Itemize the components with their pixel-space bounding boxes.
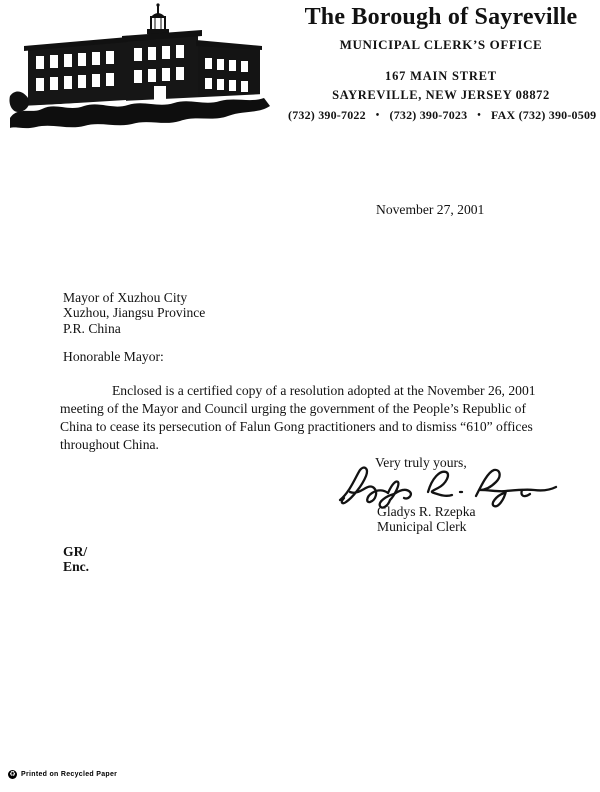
letterhead [288,4,597,123]
reference-block [63,544,89,575]
borough-hall-illustration [8,2,276,132]
recycled-paper-note: Printed on Recycled Paper [21,771,118,778]
borough-hall-building-icon [8,2,276,132]
recipient-line: Xuzhou, Jiangsu Province [63,305,206,321]
recycle-icon: ♻ [9,770,16,778]
reference-initials: GR/ [63,544,88,559]
letter-body-paragraph: Enclosed is a certified copy of a resolution adopted at the November 26, 2001 meeting of the Mayor and Council urging the government of the People’s Republic of China to cease its persecution of Falun Gong practitioners and to dismiss “610” offices throughout China. [60,383,536,452]
bullet-separator: • [477,110,481,121]
recipient-line: P.R. China [63,320,121,336]
phone-fax-line [288,108,597,123]
signer-title: Municipal Clerk [377,519,467,534]
city-state-zip: SAYREVILLE, NEW JERSEY 08872 [332,88,550,102]
footer [8,770,117,779]
department-name: MUNICIPAL CLERK’S OFFICE [339,37,543,52]
phone-number-2: (732) 390-7023 [389,108,468,122]
phone-number-1: (732) 390-7022 [288,108,366,122]
street-address: 167 MAIN STRET [385,69,497,83]
signer-name: Gladys R. Rzepka [377,504,476,519]
organization-name: The Borough of Sayreville [304,4,578,30]
enclosure-note: Enc. [63,559,90,575]
recipient-line: Mayor of Xuzhou City [63,290,188,305]
complimentary-closing: Very truly yours, [375,455,467,470]
bullet-separator: • [375,110,380,121]
salutation: Honorable Mayor: [63,349,164,364]
address-block [288,69,597,123]
fax-number: FAX (732) 390-0509 [491,108,597,122]
recipient-address-block [63,290,205,336]
letter-date: November 27, 2001 [376,202,485,217]
